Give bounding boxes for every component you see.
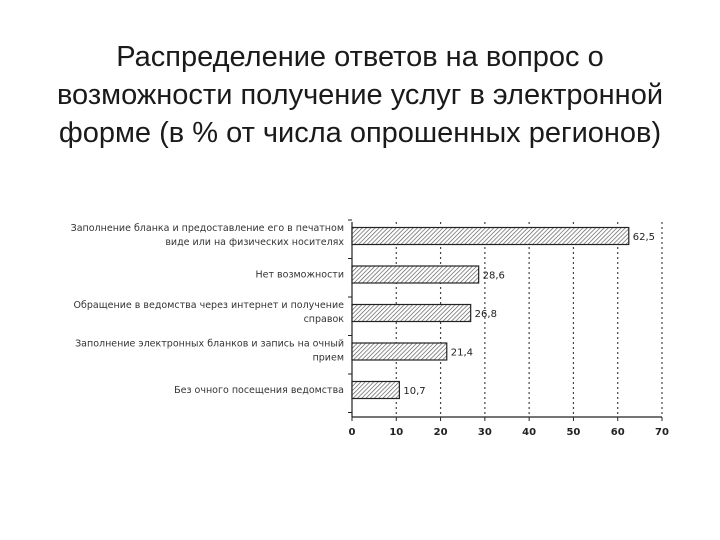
category-label: Без очного посещения ведомства	[174, 385, 344, 396]
bar	[352, 343, 447, 360]
category-label: Обращение в ведомства через интернет и получение	[73, 300, 344, 311]
value-label: 28,6	[482, 270, 505, 282]
category-label: Заполнение электронных бланков и запись на очный	[75, 338, 344, 350]
value-label: 21,4	[450, 347, 474, 359]
value-label: 10,7	[403, 386, 426, 397]
bar	[352, 266, 479, 283]
x-tick-label: 50	[566, 427, 581, 438]
category-label: прием	[312, 352, 344, 364]
x-tick-label: 40	[522, 427, 537, 438]
x-tick-label: 0	[348, 427, 356, 438]
category-label: Нет возможности	[255, 269, 344, 281]
x-tick-label: 30	[477, 427, 492, 438]
title-line-2: возможности получение услуг в электронной	[56, 79, 664, 111]
x-tick-label: 60	[610, 427, 625, 438]
value-label: 26,8	[474, 309, 497, 320]
label-layer	[71, 223, 669, 438]
x-tick-label: 70	[655, 427, 669, 438]
title-line-1: Распределение ответов на вопрос о	[116, 41, 604, 73]
bar	[352, 305, 471, 322]
x-tick-label: 10	[389, 427, 404, 438]
title-line-3: форме (в % от числа опрошенных регионов)	[58, 117, 662, 149]
bar	[352, 382, 399, 399]
x-tick-label: 20	[433, 427, 448, 438]
category-label: Заполнение бланка и предоставление его в печатном	[70, 223, 344, 234]
category-label: справок	[303, 314, 344, 325]
category-label: виде или на физических носителях	[165, 237, 344, 248]
bar	[352, 228, 629, 245]
value-label: 62,5	[632, 232, 656, 243]
